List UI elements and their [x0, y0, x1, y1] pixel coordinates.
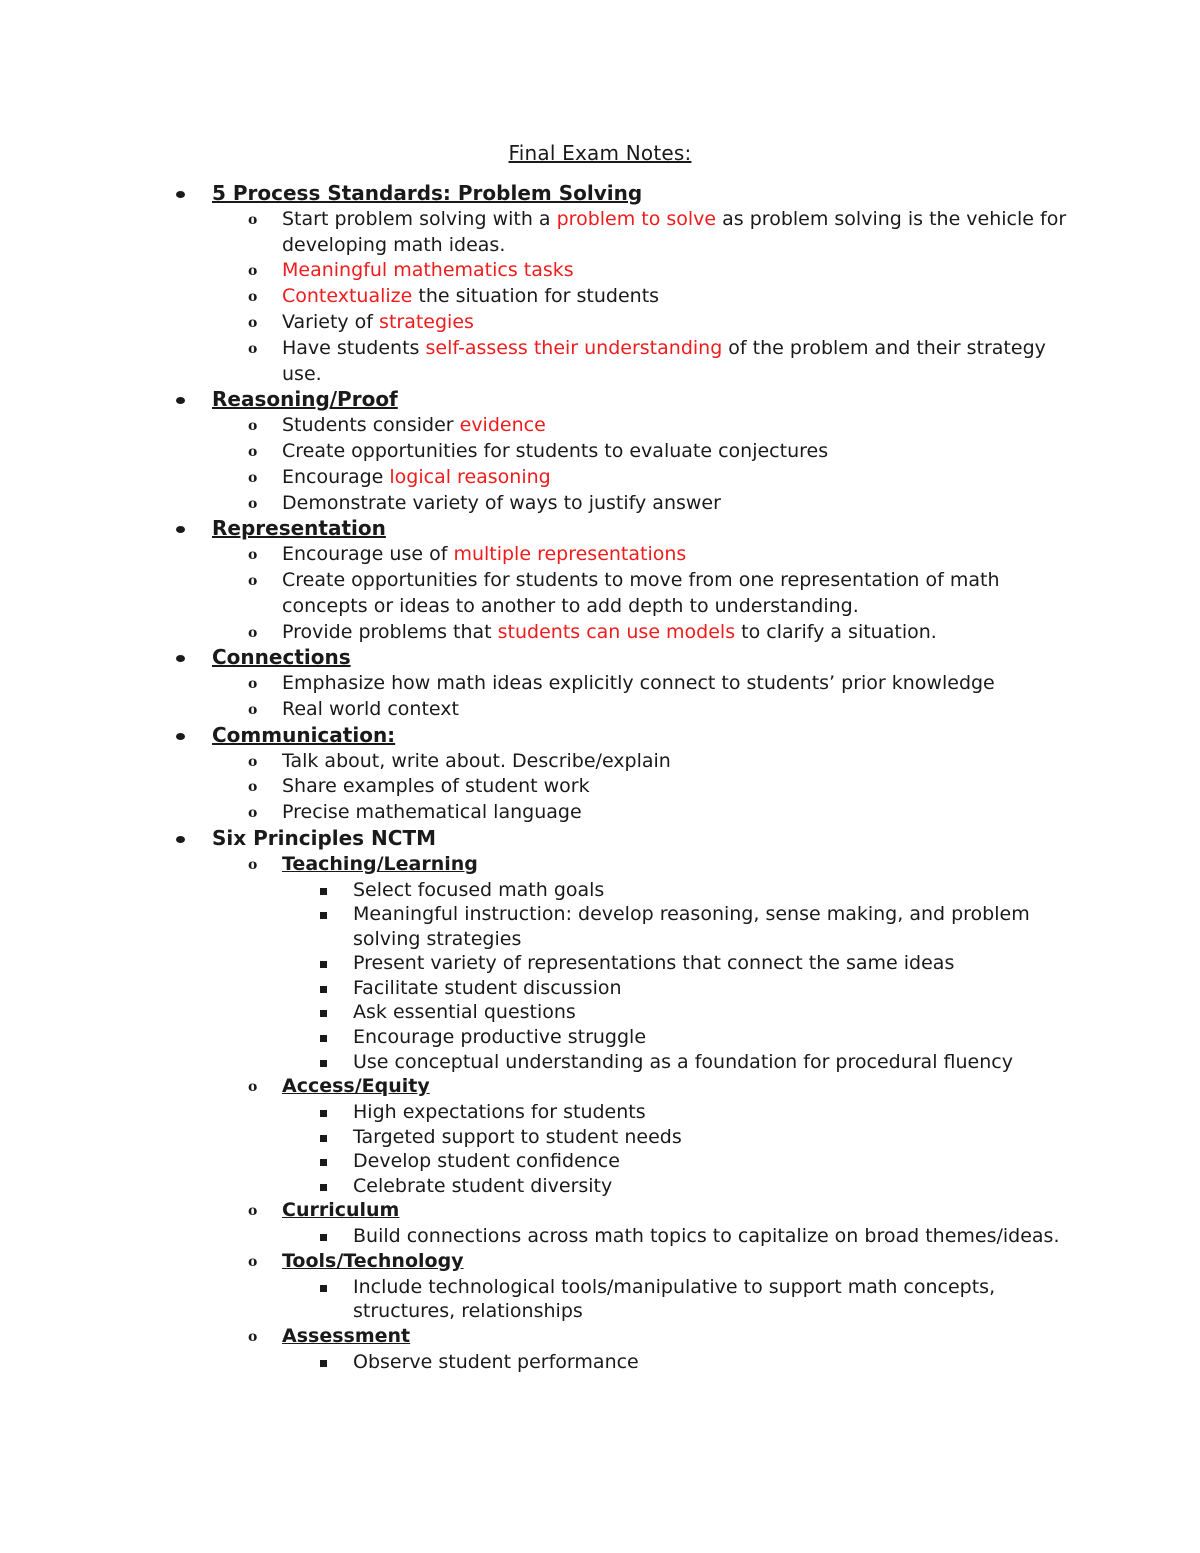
- page-title: Final Exam Notes:: [508, 141, 692, 165]
- list-item: o Variety of strategies: [0, 310, 1200, 336]
- square-bullet-icon: [320, 1060, 327, 1067]
- circle-bullet-icon: o: [248, 676, 258, 693]
- subsection-heading-curriculum: o Curriculum: [0, 1198, 1200, 1224]
- list-item: o Contextualize the situation for students: [0, 284, 1200, 310]
- circle-bullet-icon: o: [248, 779, 258, 796]
- circle-bullet-icon: o: [248, 856, 258, 873]
- list-item: o Create opportunities for students to move from one representation of math concepts or ideas to another to add depth to understanding.: [248, 568, 1000, 617]
- list-item: Meaningful instruction: develop reasoning, sense making, and problem solving strategies: [0, 902, 1200, 951]
- square-bullet-icon: [320, 1184, 327, 1191]
- list-item: o Precise mathematical language: [0, 800, 1200, 826]
- circle-bullet-icon: o: [248, 805, 258, 822]
- list-item: Use conceptual understanding as a foundation for procedural fluency: [0, 1050, 1200, 1075]
- circle-bullet-icon: o: [248, 495, 258, 512]
- square-bullet-icon: [320, 1285, 327, 1292]
- section-heading-reasoning: Reasoning/Proof: [0, 387, 1200, 413]
- square-bullet-icon: [320, 1110, 327, 1117]
- square-bullet-icon: [320, 1360, 327, 1367]
- circle-bullet-icon: o: [248, 1079, 258, 1096]
- circle-bullet-icon: o: [248, 211, 258, 228]
- square-bullet-icon: [320, 961, 327, 968]
- square-bullet-icon: [320, 1159, 327, 1166]
- bullet-icon: [176, 526, 185, 533]
- notes-list: [0, 181, 1200, 1374]
- square-bullet-icon: [320, 1234, 327, 1241]
- square-bullet-icon: [320, 1135, 327, 1142]
- list-item: Present variety of representations that connect the same ideas: [0, 951, 1200, 976]
- section-heading-connections: Connections: [0, 645, 1200, 671]
- bullet-icon: [176, 191, 185, 198]
- list-item: Include technological tools/manipulative to support math concepts, structures, relationships: [0, 1275, 1200, 1324]
- list-item: o Start problem solving with a problem to solve as problem solving is the vehicle for developing math ideas.: [248, 207, 1067, 256]
- bullet-icon: [176, 733, 185, 740]
- list-item: o Real world context: [0, 697, 1200, 723]
- circle-bullet-icon: o: [248, 418, 258, 435]
- circle-bullet-icon: o: [248, 1328, 258, 1345]
- list-item: Targeted support to student needs: [0, 1125, 1200, 1150]
- circle-bullet-icon: o: [248, 753, 258, 770]
- circle-bullet-icon: o: [248, 314, 258, 331]
- list-item: Develop student confidence: [0, 1149, 1200, 1174]
- bullet-icon: [176, 836, 185, 843]
- section-heading-representation: Representation: [0, 516, 1200, 542]
- subsection-heading-teaching: o Teaching/Learning: [0, 852, 1200, 878]
- list-item: o Emphasize how math ideas explicitly connect to students’ prior knowledge: [0, 671, 1200, 697]
- list-item: Ask essential questions: [0, 1000, 1200, 1025]
- subsection-heading-tools: o Tools/Technology: [0, 1249, 1200, 1275]
- section-heading-problem-solving: 5 Process Standards: Problem Solving: [0, 181, 1200, 207]
- square-bullet-icon: [320, 1035, 327, 1042]
- square-bullet-icon: [320, 986, 327, 993]
- square-bullet-icon: [320, 888, 327, 895]
- circle-bullet-icon: o: [248, 624, 258, 641]
- list-item: o Have students self-assess their understanding of the problem and their strategy use.: [248, 336, 1046, 385]
- list-item: Facilitate student discussion: [0, 976, 1200, 1001]
- circle-bullet-icon: o: [248, 289, 258, 306]
- square-bullet-icon: [320, 1010, 327, 1017]
- circle-bullet-icon: o: [248, 263, 258, 280]
- list-item: o Talk about, write about. Describe/explain: [0, 749, 1200, 775]
- circle-bullet-icon: o: [248, 701, 258, 718]
- square-bullet-icon: [320, 912, 327, 919]
- list-item: Build connections across math topics to capitalize on broad themes/ideas.: [0, 1224, 1200, 1249]
- list-item: o Encourage logical reasoning: [0, 465, 1200, 491]
- subsection-heading-assessment: o Assessment: [0, 1324, 1200, 1350]
- circle-bullet-icon: o: [248, 572, 258, 589]
- list-item: o Encourage use of multiple representations: [0, 542, 1200, 568]
- subsection-heading-access: o Access/Equity: [0, 1074, 1200, 1100]
- circle-bullet-icon: o: [248, 469, 258, 486]
- list-item: o Demonstrate variety of ways to justify answer: [0, 491, 1200, 517]
- list-item: Celebrate student diversity: [0, 1174, 1200, 1199]
- list-item: Observe student performance: [0, 1350, 1200, 1375]
- circle-bullet-icon: o: [248, 1203, 258, 1220]
- list-item: o Create opportunities for students to evaluate conjectures: [0, 439, 1200, 465]
- circle-bullet-icon: o: [248, 340, 258, 357]
- list-item: o Students consider evidence: [0, 413, 1200, 439]
- circle-bullet-icon: o: [248, 443, 258, 460]
- list-item: High expectations for students: [0, 1100, 1200, 1125]
- section-heading-principles: Six Principles NCTM: [0, 826, 1200, 852]
- bullet-icon: [176, 655, 185, 662]
- circle-bullet-icon: o: [248, 547, 258, 564]
- circle-bullet-icon: o: [248, 1253, 258, 1270]
- bullet-icon: [176, 397, 185, 404]
- section-heading-communication: Communication:: [0, 723, 1200, 749]
- list-item: o Meaningful mathematics tasks: [0, 258, 1200, 284]
- list-item: Select focused math goals: [0, 878, 1200, 903]
- list-item: Encourage productive struggle: [0, 1025, 1200, 1050]
- list-item: o Provide problems that students can use models to clarify a situation.: [0, 620, 1200, 646]
- list-item: o Share examples of student work: [0, 774, 1200, 800]
